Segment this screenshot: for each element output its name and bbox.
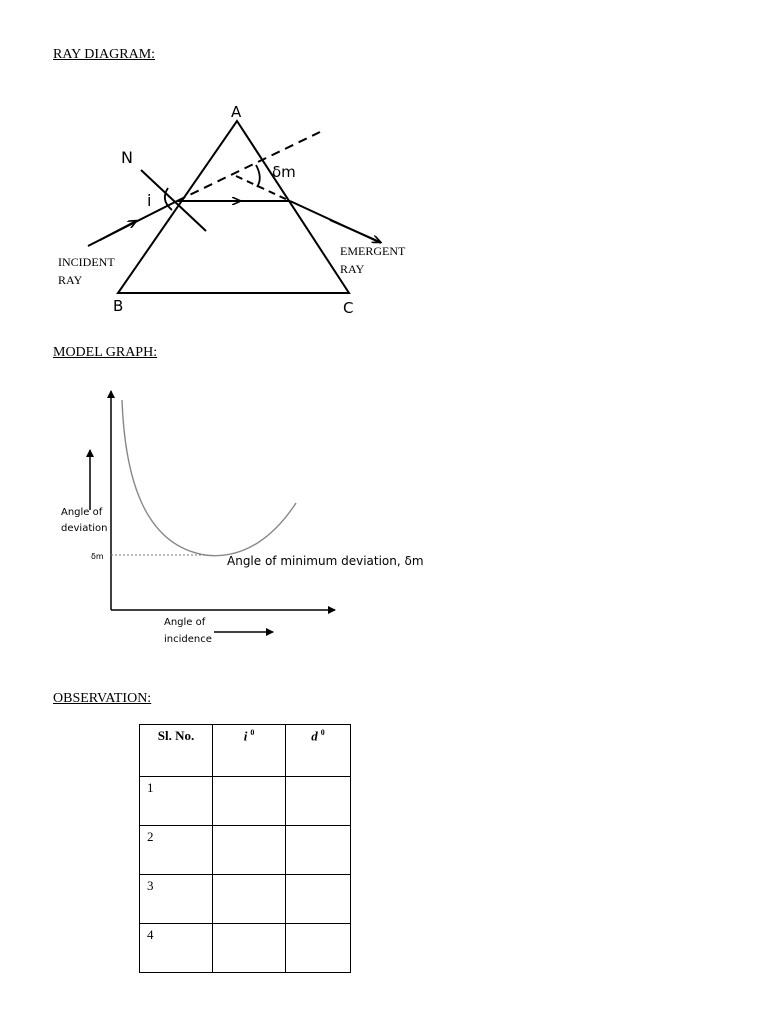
observation-table xyxy=(139,724,351,973)
table-cell xyxy=(286,924,351,973)
header-sl-no: Sl. No. xyxy=(140,725,213,777)
emergent-ray-label-line2: RAY xyxy=(340,262,365,276)
table-cell xyxy=(213,826,286,875)
xlabel-line2: incidence xyxy=(164,634,212,645)
ray-diagram-heading: RAY DIAGRAM: xyxy=(53,47,156,62)
table-cell xyxy=(286,777,351,826)
normal-label: N xyxy=(121,148,133,167)
delta-m-label: δm xyxy=(272,163,296,181)
ylabel-line1: Angle of xyxy=(61,507,103,518)
incident-ray-label-line2: RAY xyxy=(58,273,83,287)
vertex-a-label: A xyxy=(231,103,242,121)
row-number-cell: 2 xyxy=(140,826,213,875)
ytick-delta-m: δm xyxy=(91,552,104,561)
table-cell xyxy=(213,924,286,973)
row-number-cell: 3 xyxy=(140,875,213,924)
row-number-cell: 1 xyxy=(140,777,213,826)
table-cell xyxy=(213,777,286,826)
delta-m-arc xyxy=(256,165,260,187)
table-row xyxy=(140,924,351,973)
table-row xyxy=(140,875,351,924)
vertex-c-label: C xyxy=(343,299,354,317)
ray-diagram xyxy=(0,0,768,330)
header-i: i $^0$ xyxy=(213,725,286,777)
prism-triangle xyxy=(118,121,349,293)
incident-ray-label-line1: INCIDENT xyxy=(58,255,115,269)
header-d: d $^0$ xyxy=(286,725,351,777)
angle-i-label: i xyxy=(147,191,152,210)
xlabel-line1: Angle of xyxy=(164,617,206,628)
emergent-ray-label-line1: EMERGENT xyxy=(340,244,406,258)
vertex-b-label: B xyxy=(113,297,124,315)
ylabel-line2: deviation xyxy=(61,523,108,534)
table-cell xyxy=(286,826,351,875)
emergent-ray-arrow xyxy=(330,220,380,242)
incident-ray-arrow xyxy=(100,221,136,240)
table-cell xyxy=(286,875,351,924)
min-deviation-annotation: Angle of minimum deviation, δm xyxy=(227,554,424,568)
table-row xyxy=(140,777,351,826)
deviation-curve xyxy=(122,400,296,556)
table-header-row xyxy=(140,725,351,777)
table-row xyxy=(140,826,351,875)
table-cell xyxy=(213,875,286,924)
row-number-cell: 4 xyxy=(140,924,213,973)
model-graph xyxy=(0,380,768,670)
incident-extension-dashed xyxy=(177,132,320,201)
observation-heading: OBSERVATION: xyxy=(53,691,152,706)
model-graph-heading: MODEL GRAPH: xyxy=(53,345,158,360)
